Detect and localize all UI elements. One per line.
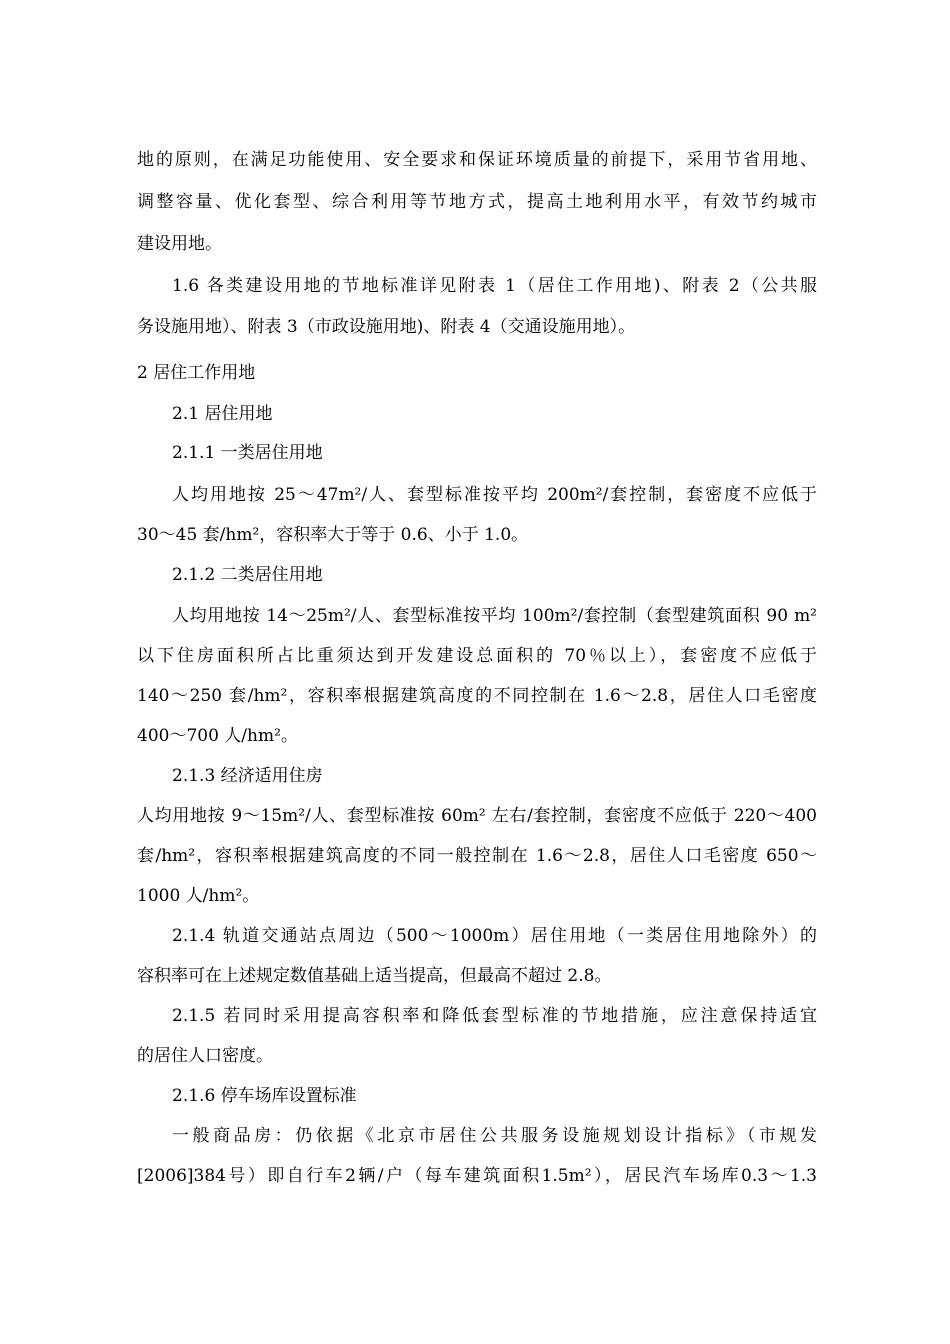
paragraph-line: 以下住房面积所占比重须达到开发建设总面积的 70％以上），套密度不应低于 — [137, 646, 817, 666]
paragraph-line: 套/hm²，容积率根据建筑高度的不同一般控制在 1.6～2.8，居住人口毛密度 650～ — [137, 846, 817, 866]
paragraph-line: 2.1.4 轨道交通站点周边（500～1000m）居住用地（一类居住用地除外）的 — [172, 926, 817, 946]
paragraph-line: 140～250 套/hm²，容积率根据建筑高度的不同控制在 1.6～2.8，居住人口毛密度 — [137, 686, 817, 706]
paragraph-line: [2006]384号）即自行车2辆/户（每车建筑面积1.5m²），居民汽车场库0.3～1.3 — [137, 1166, 817, 1186]
paragraph-line: 人均用地按 9～15m²/人、套型标准按 60m² 左右/套控制，套密度不应低于 220～400 — [137, 806, 817, 826]
subsection-heading: 2.1 居住用地 — [172, 404, 273, 424]
paragraph-line: 容积率可在上述规定数值基础上适当提高，但最高不超过 2.8。 — [137, 966, 612, 986]
paragraph-line: 建设用地。 — [137, 234, 222, 254]
subsection-heading: 2.1.2 二类居住用地 — [172, 565, 323, 585]
paragraph-line: 1000 人/hm²。 — [137, 886, 260, 906]
paragraph-line: 的居住人口密度。 — [137, 1046, 273, 1066]
subsection-heading: 2.1.6 停车场库设置标准 — [172, 1086, 357, 1106]
subsection-heading: 2.1.3 经济适用住房 — [172, 766, 323, 786]
paragraph-line: 人均用地按 14～25m²/人、套型标准按平均 100m²/套控制（套型建筑面积 90 m² — [172, 606, 817, 626]
paragraph-line: 地的原则，在满足功能使用、安全要求和保证环境质量的前提下，采用节省用地、 — [137, 150, 817, 170]
subsection-heading: 2.1.1 一类居住用地 — [172, 443, 323, 463]
section-heading: 2 居住工作用地 — [137, 363, 256, 383]
paragraph-line: 调整容量、优化套型、综合利用等节地方式，提高土地利用水平，有效节约城市 — [137, 192, 817, 212]
paragraph-line: 务设施用地）、附表 3（市政设施用地)、附表 4（交通设施用地）。 — [137, 317, 636, 337]
paragraph-line: 30～45 套/hm²，容积率大于等于 0.6、小于 1.0。 — [137, 525, 529, 545]
paragraph-line: 2.1.5 若同时采用提高容积率和降低套型标准的节地措施，应注意保持适宜 — [172, 1006, 817, 1026]
paragraph-line: 人均用地按 25～47m²/人、套型标准按平均 200m²/套控制，套密度不应低于 — [172, 485, 817, 505]
paragraph-line: 1.6 各类建设用地的节地标准详见附表 1（居住工作用地)、附表 2（公共服 — [172, 276, 817, 296]
paragraph-line: 一般商品房：仍依据《北京市居住公共服务设施规划设计指标》（市规发 — [172, 1126, 817, 1146]
paragraph-line: 400～700 人/hm²。 — [137, 726, 298, 746]
